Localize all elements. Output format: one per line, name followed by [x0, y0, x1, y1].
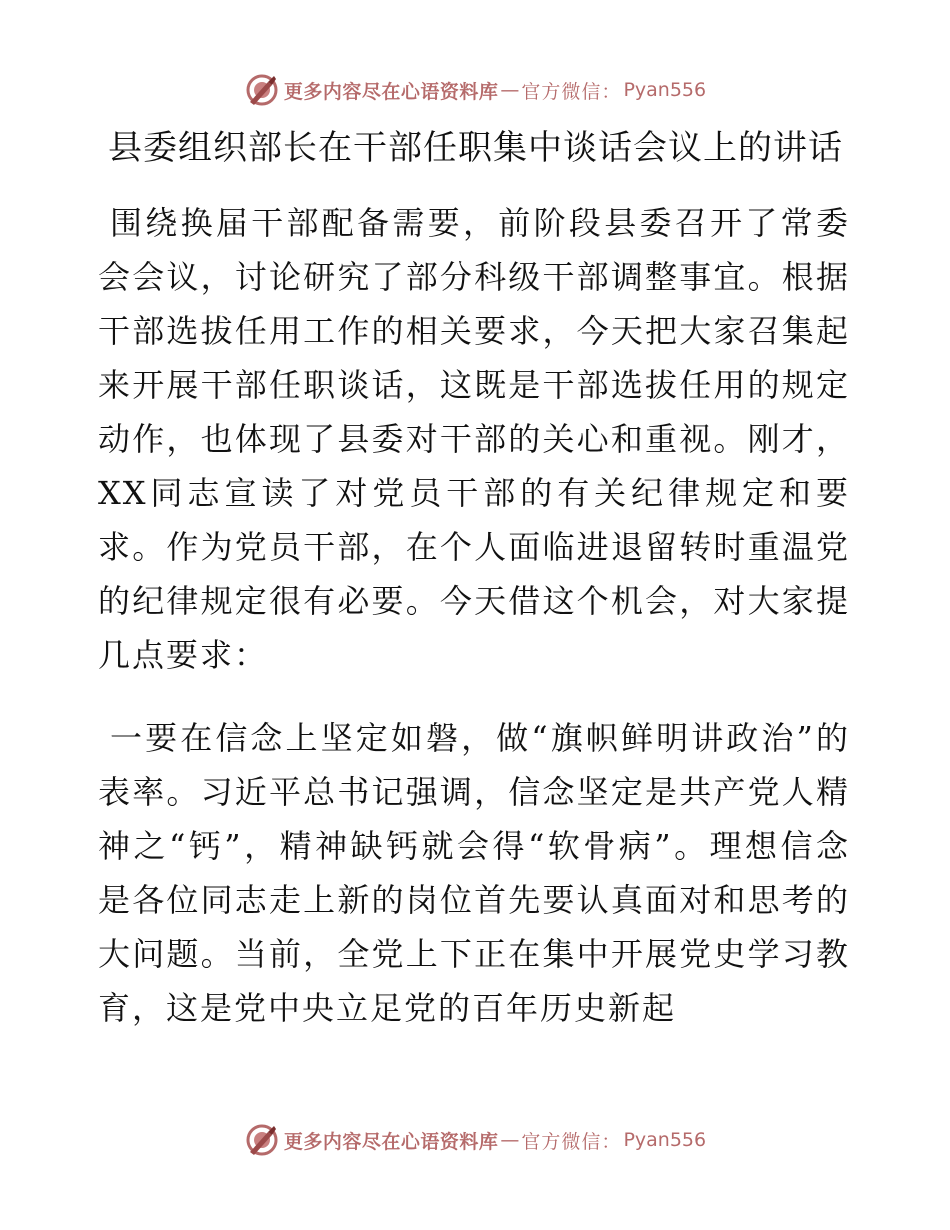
- paragraph-1-text: 围绕换届干部配备需要，前阶段县委召开了常委会会议，讨论研究了部分科级干部调整事宜。根据干部选拔任用工作的相关要求，今天把大家召集起来开展干部任职谈话，这既是干部选拔任用的规定动作，也体现了县委对干部的关心和重视。刚才，XX同志宣读了对党员干部的有关纪律规定和要求。作为党员干部，在个人面临进退留转时重温党的纪律规定很有必要。今天借这个机会，对大家提几点要求：: [98, 204, 850, 674]
- banner-wechat-id: Pyan556: [623, 79, 707, 101]
- banner-dash: —: [500, 1129, 520, 1151]
- banner-wechat-id: Pyan556: [623, 1129, 707, 1151]
- banner-text: 更多内容尽在心语资料库: [283, 1130, 499, 1153]
- paragraph-1: [98, 196, 850, 682]
- document-title: 县委组织部长在干部任职集中谈话会议上的讲话: [108, 128, 843, 168]
- banner-text: 更多内容尽在心语资料库: [283, 80, 499, 103]
- banner-wechat-label: 官方微信：: [521, 1130, 622, 1153]
- header-banner: [0, 70, 950, 110]
- pen-logo-icon: [244, 72, 280, 108]
- footer-banner: [0, 1120, 950, 1160]
- banner-wechat-label: 官方微信：: [521, 80, 622, 103]
- banner-dash: —: [500, 79, 520, 101]
- paragraph-2-text: 一要在信念上坚定如磐，做“旗帜鲜明讲政治”的表率。习近平总书记强调，信念坚定是共产党人精神之“钙”，精神缺钙就会得“软骨病”。理想信念是各位同志走上新的岗位首先要认真面对和思考的大问题。当前，全党上下正在集中开展党史学习教育，这是党中央立足党的百年历史新起: [98, 719, 850, 1027]
- pen-logo-icon: [244, 1122, 280, 1158]
- paragraph-2: [98, 711, 850, 1035]
